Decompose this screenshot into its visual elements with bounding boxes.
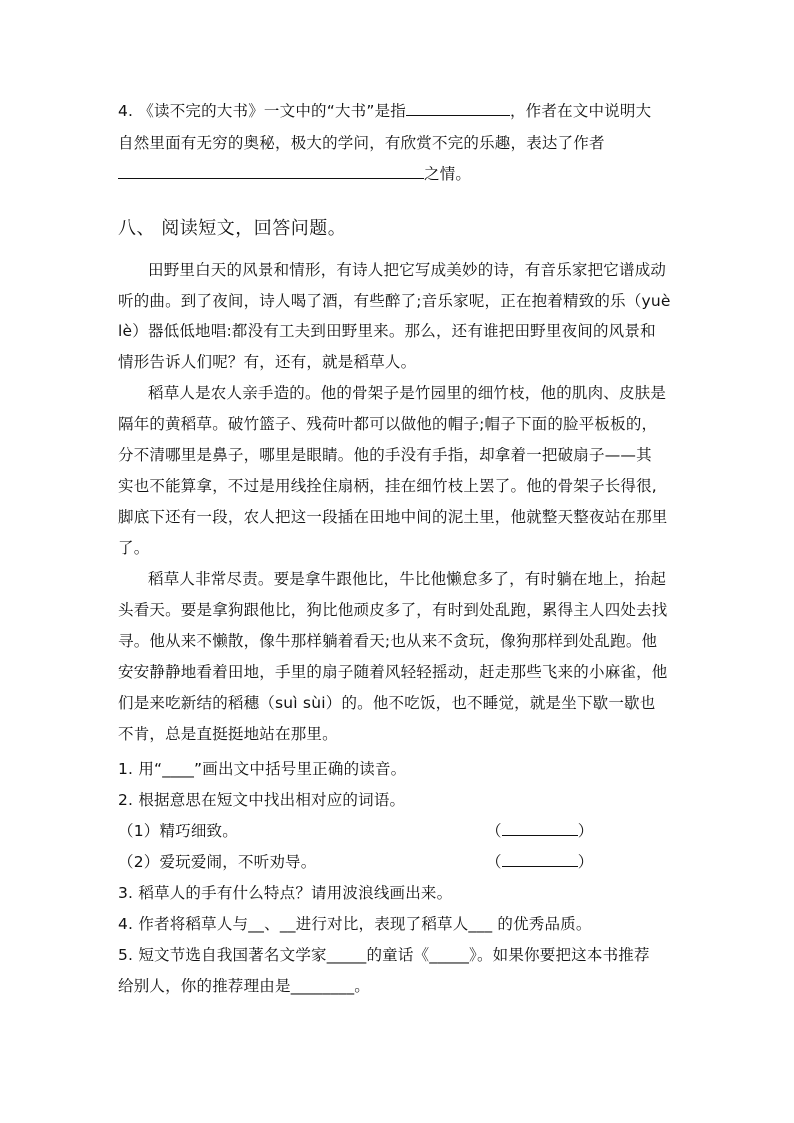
passage-line: 田野里白天的风景和情形，有诗人把它写成美妙的诗，有音乐家把它谱成动 bbox=[148, 261, 667, 279]
passage-line: 隔年的黄稻草。破竹篮子、残荷叶都可以做他的帽子;帽子下面的脸平板板的， bbox=[118, 415, 658, 433]
passage-line: 们是来吃新结的稻穗（suì sùi）的。他不吃饭，也不睡觉，就是坐下歇一歇也 bbox=[118, 694, 656, 712]
question-2-item-2-text: （2）爱玩爱闹，不听劝导。 bbox=[118, 853, 317, 871]
passage-line: 听的曲。到了夜间，诗人喝了酒，有些醉了;音乐家呢，正在抱着精致的乐（yuè bbox=[118, 292, 671, 310]
question-2-item-1-text: （1）精巧细致。 bbox=[118, 822, 238, 840]
passage-line: 情形告诉人们呢？有，还有，就是稻草人。 bbox=[118, 353, 417, 371]
question-4-text-b: ，作者在文中说明大 bbox=[509, 102, 652, 120]
question-3: 3. 稻草人的手有什么特点？请用波浪线画出来。 bbox=[118, 884, 453, 902]
answer-blank bbox=[502, 821, 578, 836]
paren-close: ） bbox=[577, 822, 594, 840]
passage-line: 了。 bbox=[118, 539, 150, 557]
answer-blank bbox=[502, 852, 578, 867]
question-4-text-a: 4. 《读不完的大书》一文中的“大书”是指 bbox=[118, 102, 406, 120]
question-4-end: 之情。 bbox=[424, 165, 472, 183]
answer-paren bbox=[486, 820, 593, 842]
section-heading: 八、 阅读短文，回答问题。 bbox=[118, 218, 347, 239]
question-2: 2. 根据意思在短文中找出相对应的词语。 bbox=[118, 791, 406, 809]
paren-open: （ bbox=[486, 822, 502, 840]
passage-line: 脚底下还有一段，农人把这一段插在田地中间的泥土里，他就整天整夜站在那里 bbox=[118, 508, 668, 526]
passage-line: 实也不能算拿，不过是用线拴住扇柄，挂在细竹枝上罢了。他的骨架子长得很, bbox=[118, 477, 657, 495]
question-4-line-3 bbox=[118, 163, 471, 185]
passage-line: 稻草人非常尽责。要是拿牛跟他比，牛比他懒怠多了，有时躺在地上，抬起 bbox=[148, 570, 667, 588]
question-5-line-2: 给别人，你的推荐理由是________。 bbox=[118, 977, 371, 995]
question-4-line-2: 自然里面有无穷的奥秘，极大的学问，有欣赏不完的乐趣，表达了作者 bbox=[118, 134, 605, 152]
passage-line: 安安静静地看着田地，手里的扇子随着风轻轻摇动，赶走那些飞来的小麻雀，他 bbox=[118, 663, 668, 681]
passage-line: 稻草人是农人亲手造的。他的骨架子是竹园里的细竹枝，他的肌肉、皮肤是 bbox=[148, 384, 667, 402]
question-2-item-2 bbox=[118, 851, 594, 873]
answer-blank bbox=[406, 101, 510, 116]
passage-line: 寻。他从来不懒散，像牛那样躺着看天;也从来不贪玩，像狗那样到处乱跑。他 bbox=[118, 632, 658, 650]
passage-line: 头看天。要是拿狗跟他比，狗比他顽皮多了，有时到处乱跑，累得主人四处去找 bbox=[118, 601, 668, 619]
passage-line: 不肯，总是直挺挺地站在那里。 bbox=[118, 725, 338, 743]
question-5-line-1: 5. 短文节选自我国著名文学家_____的童话《_____》。如果你要把这本书推荐 bbox=[118, 946, 650, 964]
question-2-item-1 bbox=[118, 820, 594, 842]
question-4: 4. 作者将稻草人与__、__进行对比，表现了稻草人___ 的优秀品质。 bbox=[118, 915, 592, 933]
question-1: 1. 用“____”画出文中括号里正确的读音。 bbox=[118, 760, 407, 778]
question-4-line-1 bbox=[118, 100, 651, 122]
paren-open: （ bbox=[486, 853, 502, 871]
paren-close: ） bbox=[577, 853, 594, 871]
passage-line: 分不清哪里是鼻子，哪里是眼睛。他的手没有手指，却拿着一把破扇子——其 bbox=[118, 446, 652, 464]
passage-line: lè）器低低地唱:都没有工夫到田野里来。那么，还有谁把田野里夜间的风景和 bbox=[118, 322, 656, 340]
answer-paren bbox=[486, 851, 593, 873]
answer-blank bbox=[118, 164, 424, 179]
